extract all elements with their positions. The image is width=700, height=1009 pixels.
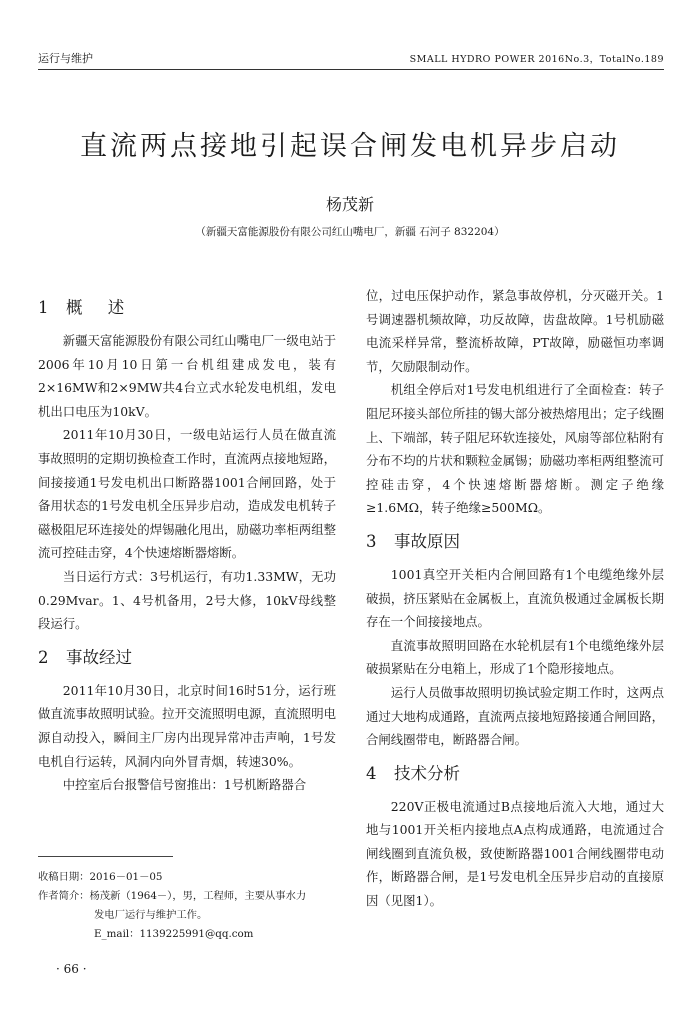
section-heading-3 xyxy=(366,530,664,553)
paragraph: 运行人员做事故照明切换试验定期工作时，这两点通过大地构成通路，直流两点接地短路接通合闸回路，合闸线圈带电，断路器合闸。 xyxy=(366,684,664,748)
left-column xyxy=(38,292,336,797)
received-date: 收稿日期：2016－01－05 xyxy=(38,871,163,883)
section-title: 概 述 xyxy=(66,298,135,317)
running-head xyxy=(38,50,664,70)
author-email: E_mail：1139225991@qq.com xyxy=(94,928,254,940)
footnote xyxy=(38,868,338,944)
section-heading-1 xyxy=(38,296,336,319)
author-bio-continued: 发电厂运行与维护工作。 xyxy=(94,909,208,921)
running-head-section: 运行与维护 xyxy=(38,52,93,65)
section-number: 2 xyxy=(38,647,49,667)
paragraph: 新疆天富能源股份有限公司红山嘴电厂一级电站于2006年10月10日第一台机组建成发电，装有2×16MW和2×9MW共4台立式水轮发电机组，发电机出口电压为10kV。 xyxy=(38,333,336,419)
header-divider xyxy=(38,69,664,70)
section-number: 3 xyxy=(366,531,377,551)
author-bio: 作者简介：杨茂新（1964－），男，工程师，主要从事水力 xyxy=(38,890,307,902)
article-affiliation: （新疆天富能源股份有限公司红山嘴电厂，新疆 石河子 832204） xyxy=(195,226,505,238)
paragraph: 机组全停后对1号发电机组进行了全面检查：转子阻尼环接头部位所挂的锡大部分被热熔甩出；定子线圈上、下端部，转子阻尼环软连接处，风扇等部位粘附有分布不均的片状和颗粒金属锡；励磁功率柜两组整流可控硅击穿，4个快速熔断器熔断。测定子绝缘≥1.6MΩ，转子绝缘≥500MΩ。 xyxy=(366,382,664,516)
article-title: 直流两点接地引起误合闸发电机异步启动 xyxy=(80,131,620,162)
section-number: 1 xyxy=(38,298,49,317)
paragraph: 1001真空开关柜内合闸回路有1个电缆绝缘外层破损，挤压紧贴在金属板上，直流负极通过金属板长期存在一个间接接地点。 xyxy=(366,566,664,630)
section-title: 事故原因 xyxy=(394,531,460,551)
section-heading-2 xyxy=(38,646,336,669)
section-title: 技术分析 xyxy=(394,763,460,783)
paragraph-continued: 位，过电压保护动作，紧急事故停机，分灭磁开关。1号调速器机频故障，功反故障，齿盘故障。1号机励磁电流采样异常，整流桥故障，PT故障，励磁恒功率调节，欠励限制动作。 xyxy=(366,288,664,374)
paragraph: 当日运行方式：3号机运行，有功1.33MW，无功0.29Mvar。1、4号机备用，2号大修，10kV母线整段运行。 xyxy=(38,568,336,632)
paragraph: 中控室后台报警信号窗推出：1号机断路器合 xyxy=(62,777,307,793)
right-column xyxy=(366,284,664,913)
paragraph: 2011年10月30日，北京时间16时51分，运行班做直流事故照明试验。拉开交流照明电源，直流照明电源自动投入，瞬间主厂房内出现异常冲击声响，1号发电机自行运转，风洞内向外冒青烟，转速30%。 xyxy=(38,682,336,769)
article-author: 杨茂新 xyxy=(325,195,374,214)
footnote-divider xyxy=(38,856,173,857)
section-heading-4 xyxy=(366,762,664,785)
paragraph: 2011年10月30日，一级电站运行人员在做直流事故照明的定期切换检查工作时，直流两点接地短路，间接接通1号发电机出口断路器1001合闸回路，处于备用状态的1号发电机全压异步启动，造成发电机转子磁极阻尼环连接处的焊锡融化甩出，励磁功率柜两组整流可控硅击穿，4个快速熔断器熔断。 xyxy=(38,427,336,561)
section-number: 4 xyxy=(366,763,377,783)
running-head-journal: SMALL HYDRO POWER 2016No.3，TotalNo.189 xyxy=(409,54,664,65)
paragraph: 直流事故照明回路在水轮机层有1个电缆绝缘外层破损紧贴在分电箱上，形成了1个隐形接地点。 xyxy=(366,637,664,677)
page-number: · 66 · xyxy=(56,962,87,976)
paragraph: 220V正极电流通过B点接地后流入大地，通过大地与1001开关柜内接地点A点构成通路，电流通过合闸线圈到直流负极，致使断路器1001合闸线圈带电动作，断路器合闸，是1号发电机全压异步启动的直接原因（见图1）。 xyxy=(366,798,664,909)
section-title: 事故经过 xyxy=(66,647,132,667)
